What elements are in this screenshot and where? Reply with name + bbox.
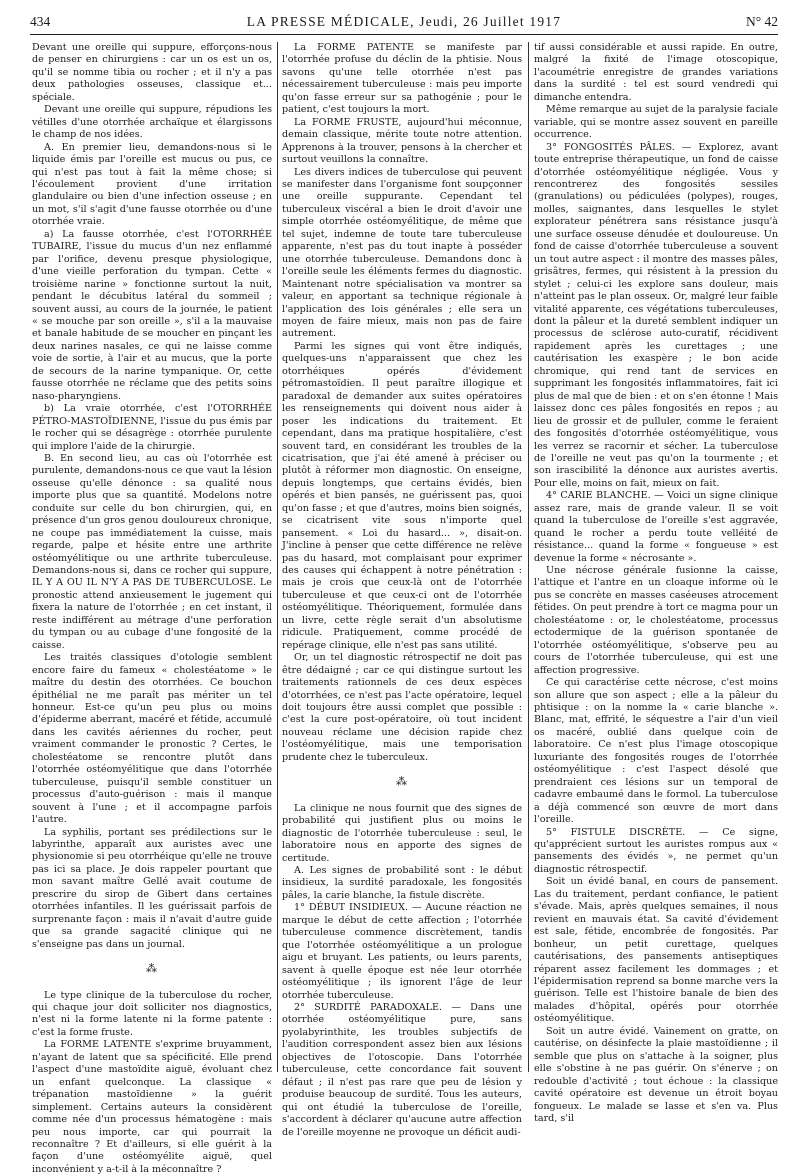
paragraph: La FORME FRUSTE, aujourd'hui méconnue, demain classique, mérite toute notre attention. Apprenons à la trouver, pensons à la chercher et surtout veuillons la connaître. xyxy=(282,116,522,166)
section-separator: ⁂ xyxy=(146,962,158,976)
paragraph: La FORME LATENTE s'exprime bruyamment, n'ayant de latent que sa spécificité. Elle prend l'aspect d'une mastoïdite aiguë, évoluant chez un enfant quelconque. La classique « trépanation mastoïdienne » la guérit simplement. Certains auteurs la considèrent comme née d'un processus hématogène : mais peu nous importe, car qui pourrait la reconnaître ? Et d'ailleurs, si elle guérit à la façon d'une ostéomyélite aiguë, quel inconvénient y a-t-il à la méconnaître ? xyxy=(32,1039,272,1175)
paragraph: La FORME PATENTE se manifeste par l'otorrhée profuse du déclin de la phtisie. Nous savons qu'une telle otorrhée n'est pas nécessairement tuberculeuse : mais peu importe qu'on fasse erreur sur sa pathogénie ; pour le patient, c'est toujours la mort. xyxy=(282,42,522,116)
paragraph: Or, un tel diagnostic rétrospectif ne doit pas être dédaigné ; car ce qui distingue surtout les traitements rationnels de ces deux espèces d'otorrhées, ce n'est pas l'acte opératoire, lequel doit toujours être aussi complet que possible : c'est la cure post-opératoire, où tout incident nouveau réclame une décision rapide chez l'ostéomyélitique, mais une temporisation prudente chez le tuberculeux. xyxy=(282,652,522,763)
paragraph: A. En premier lieu, demandons-nous si le liquide émis par l'oreille est mucus ou pus, ce qui n'est pas tout à fait la même chose; si l'écoulement provient d'une irritation glandulaire ou bien d'une infection osseuse ; en un mot, s'il s'agit d'une fausse otorrhée ou d'une otorrhée vraie. xyxy=(32,141,272,228)
paragraph: tif aussi considérable et aussi rapide. En outre, malgré la fixité de l'image otoscopique, l'acoumétrie enregistre de grandes variations dans la surdité : tel est sourd vendredi qui dimanche entendra. xyxy=(534,42,778,103)
header-rule xyxy=(30,34,778,35)
paragraph: Même remarque au sujet de la paralysie faciale variable, qui se montre assez souvent en pareille occurrence. xyxy=(534,104,778,141)
paragraph: Le type clinique de la tuberculose du rocher, qui chaque jour doit solliciter nos diagnostics, n'est ni la forme latente ni la forme patente : c'est la forme fruste. xyxy=(32,989,272,1038)
page-number: 434 xyxy=(30,14,51,29)
paragraph: A. Les signes de probabilité sont : le début insidieux, la surdité paradoxale, les fongosités pâles, la carie blanche, la fistule discrète. xyxy=(282,865,522,901)
paragraph: Ce qui caractérise cette nécrose, c'est moins son allure que son aspect ; elle a la pâleur du phtisique : on la nomme la « carie blanche ». Blanc, mat, effrité, le séquestre a l'air d'un vieil os macéré, oublié dans quelque coin de laboratoire. Ce n'est plus l'image otoscopique luxuriante des fongosités rouges de l'otorrhée ostéomyélitique : c'est l'aspect désolé que prendraient ces lésions sur un temporal de cadavre embaumé dans le formol. La tuberculose a déjà commencé son œuvre de mort dans l'oreille. xyxy=(534,677,778,826)
column-3 xyxy=(534,42,778,1124)
paragraph: B. En second lieu, au cas où l'otorrhée est purulente, demandons-nous ce que vaut la lésion osseuse qu'elle dénonce : sa qualité nous importe plus que sa quantité. Modelons notre conduite sur celle du bon chirurgien, qui, en présence d'un gros genou douloureux chronique, ne coupe pas immédiatement la cuisse, mais regarde, palpe et hésite entre une arthrite ostéomyélitique ou une arthrite tuberculeuse. Demandons-nous si, dans ce rocher qui suppure, IL Y A OU IL N'Y A PAS DE TUBERCULOSE. Le pronostic attend anxieusement le jugement qui fixera la nature de l'otorrhée ; en cet instant, il reste indifférent au métrage d'une perforation du tympan ou au cubage d'une fongosité de la caisse. xyxy=(32,452,272,651)
paragraph: Devant une oreille qui suppure, répudions les vétilles d'une otorrhée archaïque et élargissons le champ de nos idées. xyxy=(32,104,272,141)
paragraph: 1° DÉBUT INSIDIEUX. — Aucune réaction ne marque le début de cette affection ; l'otorrhée tuberculeuse commence discrètement, tandis que l'otorrhée ostéomyélitique a un prologue aigu et bruyant. Les patients, ou leurs parents, savent à quelle époque est née leur otorrhée ostéomyélitique ; ils ignorent l'âge de leur otorrhée tuberculeuse. xyxy=(282,902,522,1001)
page-header xyxy=(30,14,778,34)
paragraph: Une nécrose générale fusionne la caisse, l'attique et l'antre en un cloaque informe où le pus se concrète en masses caséeuses atrocement fétides. On peut prendre à tort ce magma pour un cholestéatome : or, le cholestéatome, processus ectodermique de la guérison spontanée de l'otorrhée ostéomyélitique, s'observe peu au cours de l'otorrhée tuberculeuse, qui est une affection progressive. xyxy=(534,565,778,676)
paragraph: 4° CARIE BLANCHE. — Voici un signe clinique assez rare, mais de grande valeur. Il se voit quand la tuberculose de l'oreille s'est aggravée, quand le rocher a perdu toute velléité de résistance... quand la forme « fongueuse » est devenue la forme « nécrosante ». xyxy=(534,490,778,564)
column-1 xyxy=(32,42,272,1175)
paragraph: Les divers indices de tuberculose qui peuvent se manifester dans l'organisme font soupçonner une oreille suppurante. Cependant tel tuberculeux viscéral a bien le droit d'avoir une simple otorrhée ostéomyélitique, de même que tel sujet, indemne de toute tare tuberculeuse apparente, n'est pas du tout inapte à posséder une otorrhée tuberculeuse. Demandons donc à l'oreille seule les éléments fermes du diagnostic. Maintenant notre spécialisation va montrer sa valeur, en apportant sa technique régionale à l'application des lois générales ; elle sera un moyen de faire mieux, mais non pas de faire autrement. xyxy=(282,166,522,340)
paragraph: b) La vraie otorrhée, c'est l'OTORRHÉE PÉTRO-MASTOÏDIENNE, l'issue du pus émis par le rocher qui se désagrège : otorrhée purulente qui implore l'aide de la chirurgie. xyxy=(32,403,272,452)
paragraph: a) La fausse otorrhée, c'est l'OTORRHÉE TUBAIRE, l'issue du mucus d'un nez enflammé par l'orifice, devenu presque physiologique, d'une vieille perforation du tympan. Cette « troisième narine » fonctionne surtout la nuit, pendant le décubitus latéral du sommeil ; souvent aussi, au cours de la journée, le patient « se mouche par son oreille », s'il a la mauvaise et banale habitude de se moucher en pinçant les deux narines nasales, ce qui ne laisse comme voie de sortie, à l'air et au mucus, que la porte de secours de la narine tympanique. Or, cette fausse otorrhée ne réclame que des petits soins naso-pharyngiens. xyxy=(32,228,272,402)
journal-title: LA PRESSE MÉDICALE, Jeudi, 26 Juillet 1917 xyxy=(246,14,562,29)
paragraph: Soit un autre évidé. Vainement on gratte, on cautérise, on désinfecte la plaie mastoïdienne ; il semble que plus on s'attache à la soigner, plus elle s'obstine à ne pas guérir. On s'énerve ; on redouble d'activité ; tout échoue : la classique cavité opératoire est devenue un étroit boyau fongueux. Le malade se lasse et s'en va. Plus tard, s'il xyxy=(534,1025,778,1124)
paragraph: 2° SURDITÉ PARADOXALE. — Dans une otorrhée ostéomyélitique pure, sans pyolabyrinthite, les troubles subjectifs de l'audition correspondent assez bien aux lésions objectives de l'otoscopie. Dans l'otorrhée tuberculeuse, cette concordance fait souvent défaut ; il n'est pas rare que peu de lésion y produise beaucoup de surdité. Tous les auteurs, qui ont étudié la tuberculose de l'oreille, s'accordent à déclarer qu'aucune autre affection de l'oreille moyenne ne provoque un déficit audi- xyxy=(282,1001,522,1138)
paragraph: Devant une oreille qui suppure, efforçons-nous de penser en chirurgiens : car un os est un os, qu'il se nomme tibia ou rocher ; et il n'y a pas deux pathologies osseuses, classique et... spéciale. xyxy=(32,42,272,103)
paragraph: Les traités classiques d'otologie semblent encore faire du fameux « cholestéatome » le maître du destin des otorrhées. Ce bouchon épithélial ne me paraît pas mériter un tel honneur. Est-ce qu'un peu plus ou moins d'épiderme aberrant, macéré et fétide, accumulé dans les cavités aériennes du rocher, peut vraiment commander le pronostic ? Certes, le cholestéatome se rencontre plutôt dans l'otorrhée ostéomyélitique que dans l'otorrhée tuberculeuse, puisqu'il semble constituer un processus d'auto-guérison : mais il manque souvent à l'une ; et il accompagne parfois l'autre. xyxy=(32,652,272,826)
paragraph: 3° FONGOSITÉS PÂLES. — Explorez, avant toute entreprise thérapeutique, un fond de caisse d'otorrhée ostéomyélitique négligée. Vous y rencontrerez des fongosités sessiles (granulations) ou pédiculées (polypes), rouges, molles, saignantes, dans lesquelles le stylet explorateur pénétrera sans résistance jusqu'à une surface osseuse dénudée et douloureuse. Un fond de caisse d'otorrhée tuberculeuse a souvent un tout autre aspect : il montre des masses pâles, grisâtres, fermes, qui résistent à la pression du stylet ; celui-ci les explore sans douleur, mais n'atteint pas le plan osseux. Or, malgré leur faible vitalité apparente, ces végétations tuberculeuses, dont la pâleur et la dureté semblent indiquer un processus de sclérose auto-curatif, récidivent rapidement après les curettages ; une cautérisation les exaspère ; le bon acide chromique, qui rend tant de services en supprimant les fongosités inflammatoires, fait ici plus de mal que de bien : et on s'en étonne ! Mais laissez donc ces pâles fongosités en repos ; au lieu de grossir et de pulluler, comme le feraient des fongosités d'otorrhée ostéomyélitique, vous les verrez se racornir et sécher. La tuberculose de l'oreille ne veut pas qu'on la tourmente ; et son irascibilité la dénonce aux auristes avertis. Pour elle, moins on fait, mieux on fait. xyxy=(534,141,778,489)
issue-number: N° 42 xyxy=(745,14,778,29)
paragraph: La clinique ne nous fournit que des signes de probabilité qui justifient plus ou moins le diagnostic de l'otorrhée tuberculeuse : seul, le laboratoire nous en apporte des signes de certitude. xyxy=(282,802,522,864)
paragraph: La syphilis, portant ses prédilections sur le labyrinthe, apparaît aux auristes avec une physionomie si peu otorrhéique qu'elle ne trouve pas ici sa place. Je dois rappeler pourtant que mon savant maître Gellé avait coutume de prescrire du sirop de Gibert dans certaines otorrhées infantiles. Il les guérissait parfois de surprenante façon : mais il n'avait d'autre guide que sa grande sagacité clinique qui ne s'enseigne pas dans un journal. xyxy=(32,826,272,950)
paragraph: 5° FISTULE DISCRÈTE. — Ce signe, qu'apprécient surtout les auristes rompus aux « pansements des évidés », ne permet qu'un diagnostic rétrospectif. xyxy=(534,826,778,875)
column-divider xyxy=(528,42,529,1072)
section-separator: ⁂ xyxy=(396,775,408,789)
column-divider xyxy=(277,42,278,1072)
paragraph: Parmi les signes qui vont être indiqués, quelques-uns n'apparaissent que chez les otorrhéiques opérés d'évidement pétromastoïdien. Il peut paraître illogique et paradoxal de demander aux suites opératoires les renseignements qui doivent nous aider à poser les indications du traitement. Et cependant, dans ma pratique hospitalière, c'est souvent tard, en considérant les troubles de la cicatrisation, que j'ai été amené à préciser ou plutôt à réformer mon diagnostic. On enseigne, depuis longtemps, que certains évidés, bien opérés et bien pansés, ne guérissent pas, quoi qu'on fasse ; et que d'autres, moins bien soignés, se cicatrisent vite sous n'importe quel pansement. « Loi du hasard... », disait-on. J'incline à penser que cette différence ne relève pas du hasard, mot complaisant pour exprimer des causes qui échappent à notre pénétration : mais je crois que ceux-là ont de l'otorrhée tuberculeuse et que ceux-ci ont de l'otorrhée ostéomyélitique. Théoriquement, formulée dans un livre, cette règle serait d'un absolutisme ridicule. Pratiquement, comme procédé de repérage clinique, elle n'est pas sans utilité. xyxy=(282,340,522,651)
column-2 xyxy=(282,42,522,1138)
paragraph: Soit un évidé banal, en cours de pansement. Las du traitement, perdant confiance, le patient s'évade. Mais, après quelques semaines, il nous revient en mauvais état. Sa cavité d'évidement est sale, fétide, encombrée de fongosités. Par bonheur, un petit curettage, quelques cautérisations, des pansements antiseptiques réparent assez facilement les dommages ; et l'épidermisation reprend sa bonne marche vers la guérison. Telle est l'histoire banale de bien des malades d'hôpital, opérés pour otorrhée ostéomyélitique. xyxy=(534,876,778,1025)
